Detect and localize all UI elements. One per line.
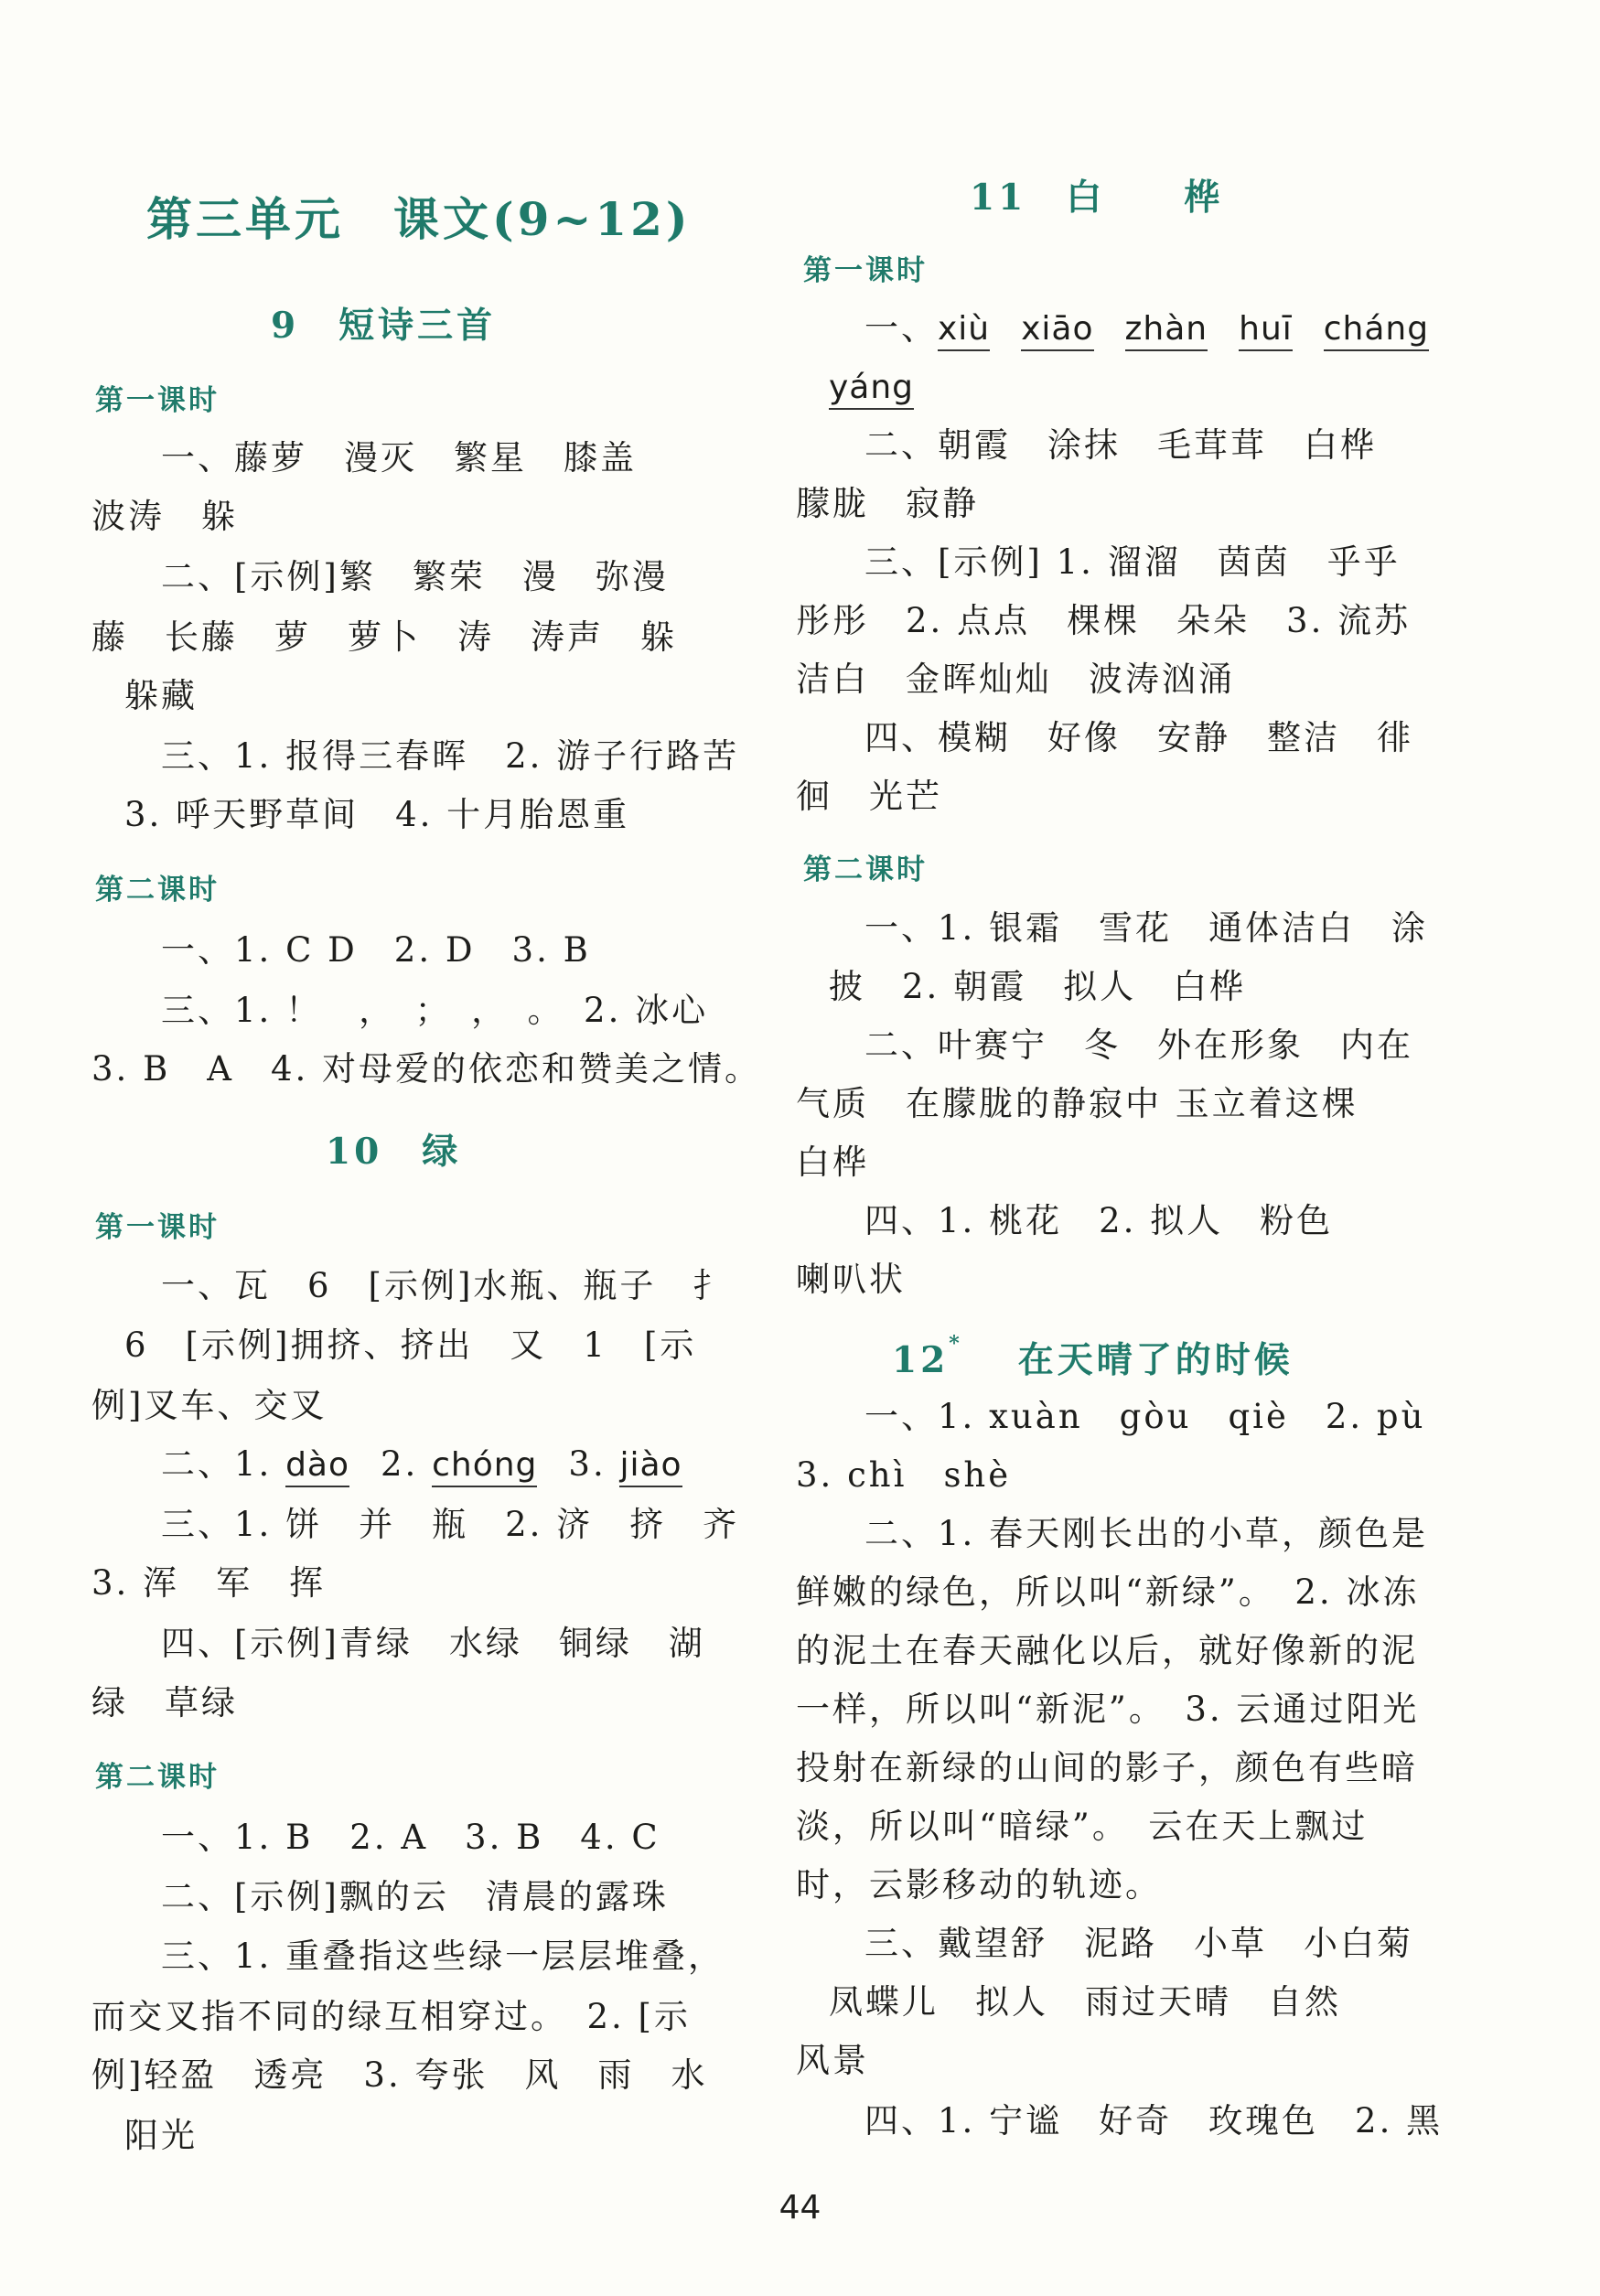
answer-line: 躲藏	[124, 676, 198, 715]
answer-line: 而交叉指不同的绿互相穿过。 2. [示	[91, 1997, 691, 2036]
unit-title: 第三单元 课文(9~12)	[146, 192, 692, 246]
answer-line: 风景	[796, 2041, 869, 2080]
answer-line: 绿 草绿	[91, 1683, 238, 1722]
answer-line: 披 2. 朝霞 拟人 白桦	[829, 967, 1247, 1006]
answer-line	[864, 308, 1430, 348]
answer-line: 3. B A 4. 对母爱的依恋和赞美之情。	[91, 1049, 762, 1089]
pinyin-answer: dào	[285, 1446, 349, 1487]
pinyin-answer: zhàn	[1125, 310, 1208, 351]
answer-line	[161, 1444, 682, 1484]
pinyin-answer: huī	[1239, 310, 1293, 351]
answer-line	[829, 370, 914, 404]
l9-session-2-label: 第二课时	[95, 874, 220, 907]
l9-session-1-label: 第一课时	[95, 384, 220, 417]
answer-line: 3. chì shè	[796, 1455, 1012, 1495]
answer-line: 四、[示例]青绿 水绿 铜绿 湖	[161, 1624, 705, 1663]
lesson-12-title	[892, 1332, 1294, 1383]
answer-line: 三、1. 重叠指这些绿一层层堆叠，	[161, 1937, 725, 1976]
answer-line: 三、1. ！ ， ； ， 。 2. 冰心	[161, 991, 709, 1030]
answer-line: 一、藤萝 漫灭 繁星 膝盖	[161, 438, 637, 477]
answer-line: 一、瓦 6 [示例]水瓶、瓶子 扌	[161, 1266, 730, 1305]
pinyin-answer: xiāo	[1021, 310, 1093, 351]
answer-line: 时，云影移动的轨迹。	[796, 1865, 1162, 1904]
answer-line: 二、[示例]繁 繁荣 漫 弥漫	[161, 557, 669, 596]
answer-line: 投射在新绿的山间的影子，颜色有些暗	[796, 1748, 1418, 1787]
answer-line: 一、1. xuàn gòu qiè 2. pù	[864, 1397, 1426, 1436]
pinyin-answer: chóng	[432, 1446, 537, 1487]
answer-line: 鲜嫩的绿色，所以叫“新绿”。 2. 冰冻	[796, 1572, 1420, 1612]
answer-line: 3. 浑 军 挥	[91, 1563, 327, 1603]
pinyin-answer: xiù	[938, 310, 990, 351]
answer-line: 例]轻盈 透亮 3. 夸张 风 雨 水	[91, 2055, 708, 2095]
answer-line: 四、1. 宁谧 好奇 玫瑰色 2. 黑	[864, 2101, 1444, 2140]
answer-line: 朦胧 寂静	[796, 484, 979, 523]
answer-line: 一、1. 银霜 雪花 通体洁白 涂	[864, 908, 1429, 948]
answer-line: 淡，所以叫“暗绿”。 云在天上飘过	[796, 1807, 1369, 1846]
answer-line: 三、1. 报得三春晖 2. 游子行路苦	[161, 736, 740, 776]
pinyin-answer: cháng	[1324, 310, 1429, 351]
answer-line: 例]叉车、交叉	[91, 1386, 328, 1425]
answer-line: 二、1. 春天刚长出的小草，颜色是	[864, 1514, 1429, 1553]
answer-prefix: 3.	[568, 1444, 620, 1484]
answer-line: 四、1. 桃花 2. 拟人 粉色	[864, 1201, 1334, 1240]
lesson-11-title: 11 白 桦	[970, 177, 1224, 219]
answer-line: 的泥土在春天融化以后，就好像新的泥	[796, 1631, 1418, 1670]
answer-line: 二、叶赛宁 冬 外在形象 内在	[864, 1025, 1413, 1065]
answer-prefix: 2.	[381, 1444, 433, 1484]
lesson-9-title: 9 短诗三首	[271, 305, 497, 347]
l11-session-1-label: 第一课时	[803, 254, 928, 287]
answer-line: 阳光	[124, 2116, 198, 2155]
answer-line: 二、朝霞 涂抹 毛茸茸 白桦	[864, 425, 1377, 465]
answer-line: 6 [示例]拥挤、挤出 又 1 [示	[124, 1325, 697, 1365]
answer-line: 四、模糊 好像 安静 整洁 徘	[864, 718, 1413, 757]
lesson-12-number: 12	[892, 1339, 950, 1381]
answer-prefix: 一、	[864, 308, 938, 348]
answer-line: 波涛 躲	[91, 497, 238, 536]
answer-line: 一样，所以叫“新泥”。 3. 云通过阳光	[796, 1690, 1420, 1729]
answer-line: 二、[示例]飘的云 清晨的露珠	[161, 1877, 669, 1916]
answer-line: 洁白 金晖灿灿 波涛汹涌	[796, 660, 1235, 699]
pinyin-answer: jiào	[619, 1446, 682, 1487]
answer-line: 三、[示例] 1. 溜溜 茵茵 乎乎	[864, 542, 1401, 582]
answer-line: 彤彤 2. 点点 棵棵 朵朵 3. 流苏	[796, 601, 1412, 640]
answer-line: 凤蝶儿 拟人 雨过天晴 自然	[829, 1982, 1341, 2022]
lesson-10-title: 10 绿	[326, 1131, 462, 1173]
answer-line: 一、1. B 2. A 3. B 4. C	[161, 1818, 660, 1857]
answer-line: 藤 长藤 萝 萝卜 涛 涛声 躲	[91, 617, 677, 657]
l10-session-2-label: 第二课时	[95, 1761, 220, 1794]
answer-line: 白桦	[796, 1143, 869, 1182]
answer-line: 三、1. 饼 并 瓶 2. 济 挤 齐	[161, 1505, 740, 1544]
answer-line: 一、1. C D 2. D 3. B	[161, 930, 591, 970]
pinyin-answer: yáng	[829, 369, 914, 410]
answer-prefix: 二、1.	[161, 1444, 286, 1484]
answer-line: 气质 在朦胧的静寂中 玉立着这棵	[796, 1084, 1358, 1123]
page-number: 44	[779, 2189, 821, 2226]
lesson-12-name: 在天晴了的时候	[1017, 1339, 1294, 1381]
answer-line: 徊 光芒	[796, 777, 942, 816]
optional-lesson-star: *	[949, 1332, 963, 1356]
answer-line: 喇叭状	[796, 1260, 906, 1299]
l11-session-2-label: 第二课时	[803, 853, 928, 886]
answer-line: 三、戴望舒 泥路 小草 小白菊	[864, 1924, 1413, 1963]
l10-session-1-label: 第一课时	[95, 1211, 220, 1244]
answer-line: 3. 呼天野草间 4. 十月胎恩重	[124, 795, 630, 834]
